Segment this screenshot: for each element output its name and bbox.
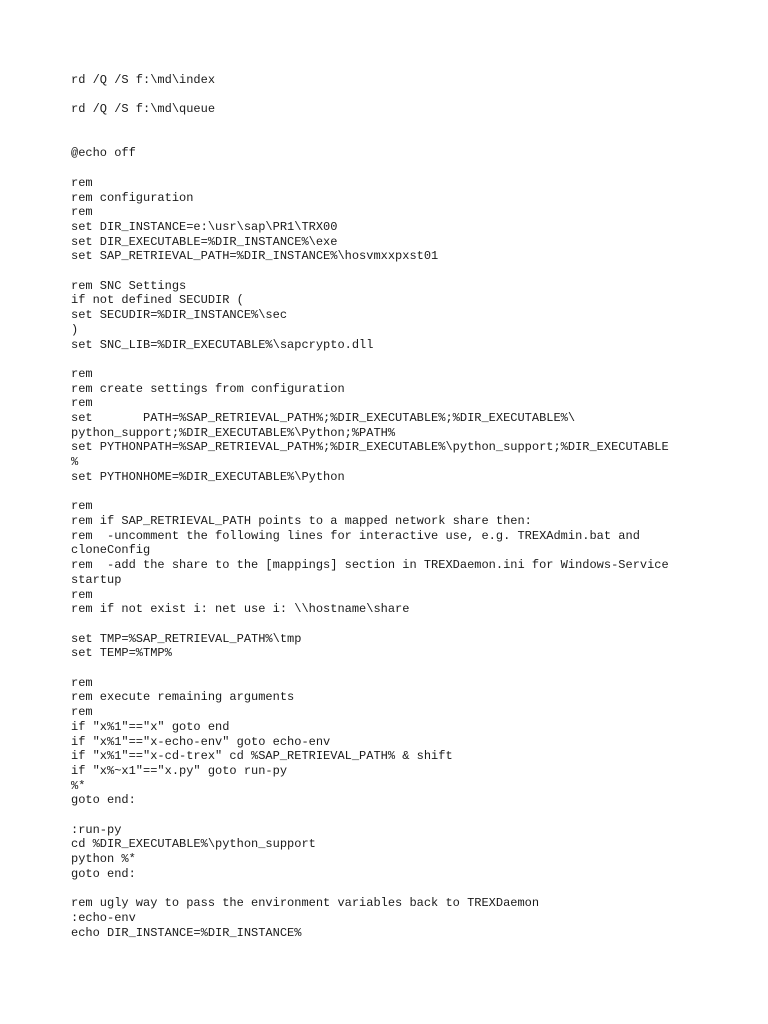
script-line: rem — [71, 366, 93, 381]
script-line: set DIR_EXECUTABLE=%DIR_INSTANCE%\exe — [71, 234, 338, 249]
script-line: set SAP_RETRIEVAL_PATH=%DIR_INSTANCE%\hosvmxxpxst01 — [71, 249, 439, 264]
script-line: % — [71, 455, 79, 470]
script-line: if "x%1"=="x" goto end — [71, 719, 230, 734]
script-line: set SECUDIR=%DIR_INSTANCE%\sec — [71, 308, 288, 323]
script-line: python %* — [71, 852, 136, 867]
batch-script-text — [71, 73, 711, 940]
script-line: rem SNC Settings — [71, 278, 187, 293]
script-line: if "x%1"=="x-cd-trex" cd %SAP_RETRIEVAL_PATH% & shift — [71, 749, 453, 764]
script-line: set PATH=%SAP_RETRIEVAL_PATH%;%DIR_EXECUTABLE%;%DIR_EXECUTABLE%\ — [71, 411, 576, 426]
script-line: set TEMP=%TMP% — [71, 646, 172, 661]
script-line: startup — [71, 572, 122, 587]
script-line: set PYTHONPATH=%SAP_RETRIEVAL_PATH%;%DIR_EXECUTABLE%\python_support;%DIR_EXECUTABLE — [71, 440, 669, 455]
script-line — [71, 132, 711, 147]
script-line: rem create settings from configuration — [71, 381, 345, 396]
script-line: rem if not exist i: net use i: \\hostname\share — [71, 602, 410, 617]
script-line: @echo off — [71, 146, 136, 161]
script-line: set SNC_LIB=%DIR_EXECUTABLE%\sapcrypto.dll — [71, 337, 374, 352]
script-line: set TMP=%SAP_RETRIEVAL_PATH%\tmp — [71, 631, 302, 646]
script-line: goto end: — [71, 793, 136, 808]
script-line: goto end: — [71, 866, 136, 881]
script-line — [71, 485, 711, 500]
script-line: rem if SAP_RETRIEVAL_PATH points to a mapped network share then: — [71, 513, 532, 528]
script-line: if "x%~x1"=="x.py" goto run-py — [71, 763, 288, 778]
script-line — [71, 352, 711, 367]
script-line: rem execute remaining arguments — [71, 690, 295, 705]
script-line: python_support;%DIR_EXECUTABLE%\Python;%PATH% — [71, 425, 396, 440]
script-line: if "x%1"=="x-echo-env" goto echo-env — [71, 734, 331, 749]
script-line — [71, 882, 711, 897]
script-line: echo DIR_INSTANCE=%DIR_INSTANCE% — [71, 925, 302, 940]
script-line: rem — [71, 499, 93, 514]
script-line — [71, 661, 711, 676]
script-line — [71, 808, 711, 823]
script-line: rem — [71, 175, 93, 190]
script-line: :run-py — [71, 822, 122, 837]
script-line: rem configuration — [71, 190, 194, 205]
script-line — [71, 88, 711, 103]
script-line: set DIR_INSTANCE=e:\usr\sap\PR1\TRX00 — [71, 219, 338, 234]
script-line — [71, 117, 711, 132]
script-line: rem — [71, 396, 93, 411]
script-line: cd %DIR_EXECUTABLE%\python_support — [71, 837, 316, 852]
script-line: rem — [71, 705, 93, 720]
script-line — [71, 264, 711, 279]
script-line: cloneConfig — [71, 543, 151, 558]
script-line: if not defined SECUDIR ( — [71, 293, 244, 308]
script-line: :echo-env — [71, 910, 136, 925]
script-line: %* — [71, 778, 86, 793]
script-line — [71, 161, 711, 176]
script-line: ) — [71, 322, 79, 337]
script-line: rem -uncomment the following lines for interactive use, e.g. TREXAdmin.bat and — [71, 528, 640, 543]
script-line: rd /Q /S f:\md\index — [71, 73, 216, 87]
script-line: rem — [71, 587, 93, 602]
script-line: rem ugly way to pass the environment variables back to TREXDaemon — [71, 896, 540, 911]
script-line: set PYTHONHOME=%DIR_EXECUTABLE%\Python — [71, 469, 345, 484]
script-line — [71, 617, 711, 632]
script-line: rd /Q /S f:\md\queue — [71, 102, 216, 117]
script-line: rem -add the share to the [mappings] section in TREXDaemon.ini for Windows-Service — [71, 558, 669, 573]
script-line: rem — [71, 675, 93, 690]
script-line: rem — [71, 205, 93, 220]
